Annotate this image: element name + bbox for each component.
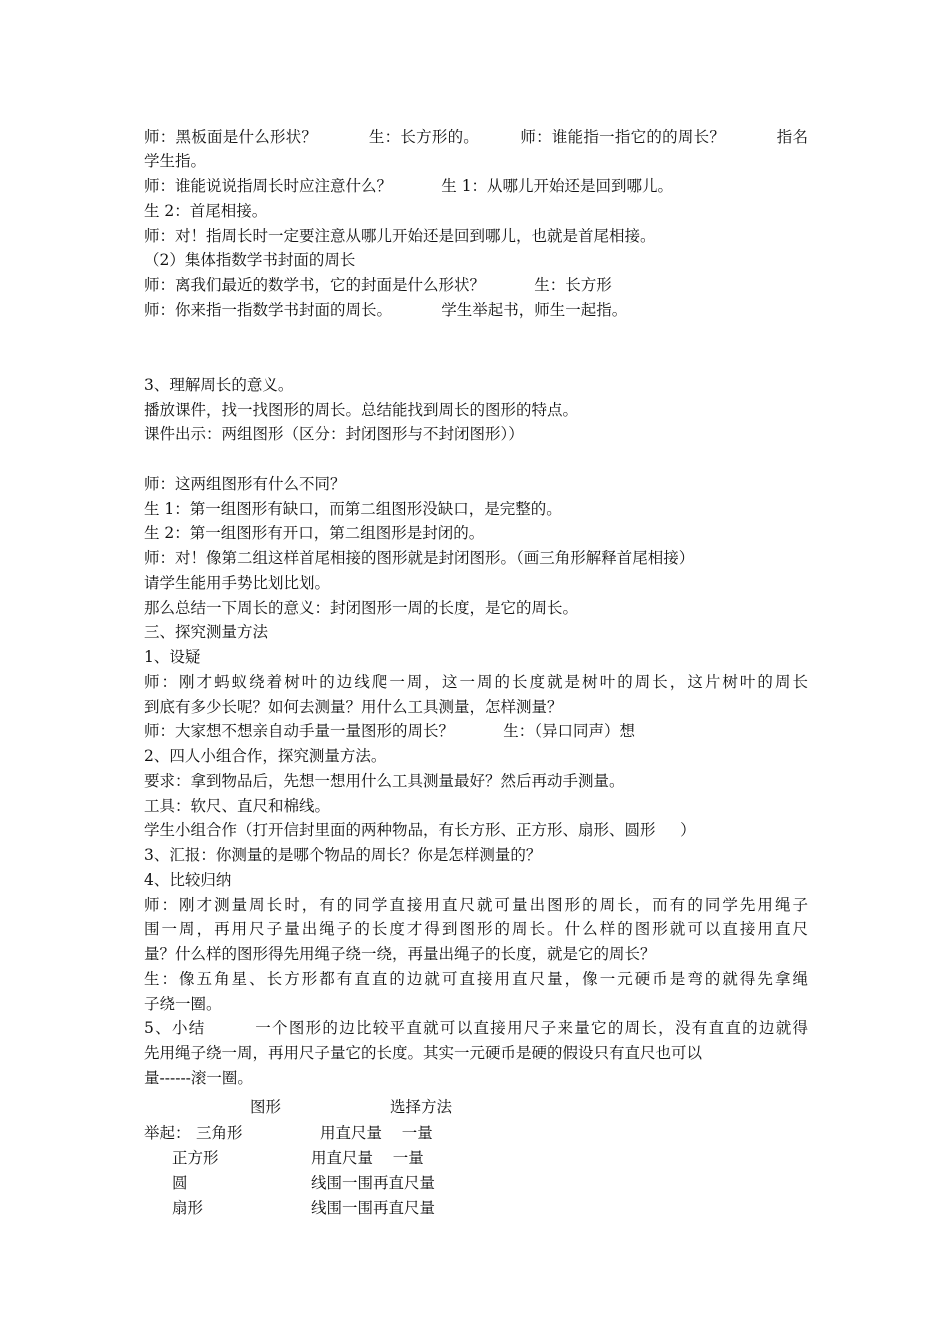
table-row-method: 线围一围再直尺量 bbox=[311, 1174, 436, 1192]
text-line: 师：对！像第二组这样首尾相接的图形就是封闭图形。（画三角形解释首尾相接） bbox=[144, 549, 695, 567]
text-line: 生 2：首尾相接。 bbox=[144, 202, 268, 220]
table-header-method: 选择方法 bbox=[390, 1098, 453, 1116]
text-line: 到底有多少长呢？如何去测量？用什么工具测量，怎样测量？ bbox=[144, 698, 563, 716]
section-heading: 三、探究测量方法 bbox=[144, 623, 269, 641]
text-line: 师：这两组图形有什么不同？ bbox=[144, 475, 346, 493]
text-line: 师：离我们最近的数学书，它的封面是什么形状？ 生：长方形 bbox=[144, 276, 612, 294]
text-line: 生 2：第一组图形有开口，第二组图形是封闭的。 bbox=[144, 524, 485, 542]
text-line: 生 1：第一组图形有缺口，而第二组图形没缺口，是完整的。 bbox=[144, 500, 562, 518]
text-line: 课件出示：两组图形（区分：封闭图形与不封闭图形）） bbox=[144, 425, 524, 443]
text-line: 师：你来指一指数学书封面的周长。 学生举起书，师生一起指。 bbox=[144, 301, 628, 319]
table-row-method: 用直尺量 一量 bbox=[320, 1124, 433, 1142]
text-line: 师：大家想不想亲自动手量一量图形的周长？ 生：（异口同声）想 bbox=[144, 722, 636, 740]
text-line: 师：对！指周长时一定要注意从哪儿开始还是回到哪儿，也就是首尾相接。 bbox=[144, 227, 656, 245]
text-line: 要求：拿到物品后，先想一想用什么工具测量最好？然后再动手测量。 bbox=[144, 772, 625, 790]
text-line: 师：谁能说说指周长时应注意什么？ 生 1：从哪儿开始还是回到哪儿。 bbox=[144, 177, 674, 195]
text-line: 播放课件，找一找图形的周长。总结能找到周长的图形的特点。 bbox=[144, 401, 579, 419]
text-line: 先用绳子绕一周，再用尺子量它的长度。其实一元硬币是硬的假设只有直尺也可以 bbox=[144, 1044, 703, 1062]
text-line: 子绕一圈。 bbox=[144, 995, 222, 1013]
text-line: 请学生能用手势比划比划。 bbox=[144, 574, 331, 592]
table-row-shape: 圆 bbox=[172, 1174, 188, 1192]
text-line: 3、汇报：你测量的是哪个物品的周长？你是怎样测量的？ bbox=[144, 846, 542, 864]
table-row-shape: 正方形 bbox=[172, 1149, 219, 1167]
table-row-shape: 扇形 bbox=[172, 1199, 204, 1217]
table-header-shape: 图形 bbox=[250, 1098, 282, 1116]
text-line: 围一周，再用尺子量出绳子的长度才得到图形的周长。什么样的图形就可以直接用直尺 bbox=[144, 920, 808, 938]
section-heading: （2）集体指数学书封面的周长 bbox=[144, 251, 356, 269]
text-line: 工具：软尺、直尺和棉线。 bbox=[144, 797, 331, 815]
text-line: 5、小结 一个图形的边比较平直就可以直接用尺子来量它的周长，没有直直的边就得 bbox=[144, 1019, 808, 1037]
section-heading: 1、设疑 bbox=[144, 648, 201, 666]
table-row-method: 线围一围再直尺量 bbox=[311, 1199, 436, 1217]
text-line: 量？什么样的图形得先用绳子绕一绕，再量出绳子的长度，就是它的周长？ bbox=[144, 945, 656, 963]
text-line: 师：刚才测量周长时，有的同学直接用直尺就可量出图形的周长，而有的同学先用绳子 bbox=[144, 896, 808, 914]
table-row-method: 用直尺量 一量 bbox=[311, 1149, 424, 1167]
text-line: 学生指。 bbox=[144, 152, 207, 170]
text-line: 师：刚才蚂蚁绕着树叶的边线爬一周，这一周的长度就是树叶的周长，这片树叶的周长 bbox=[144, 673, 808, 691]
text-line: 量------滚一圈。 bbox=[144, 1069, 253, 1087]
text-line: 生：像五角星、长方形都有直直的边就可直接用直尺量，像一元硬币是弯的就得先拿绳 bbox=[144, 970, 808, 988]
section-heading: 4、比较归纳 bbox=[144, 871, 232, 889]
section-heading: 2、四人小组合作，探究测量方法。 bbox=[144, 747, 387, 765]
text-line: 学生小组合作（打开信封里面的两种物品，有长方形、正方形、扇形、圆形 ） bbox=[144, 821, 696, 839]
text-line: 那么总结一下周长的意义：封闭图形一周的长度，是它的周长。 bbox=[144, 599, 579, 617]
section-heading: 3、理解周长的意义。 bbox=[144, 376, 294, 394]
table-lead-label: 举起： bbox=[144, 1124, 191, 1142]
text-line: 师：黑板面是什么形状？ 生：长方形的。 师：谁能指一指它的的周长？ 指名 bbox=[144, 128, 808, 146]
table-row-shape: 三角形 bbox=[196, 1124, 243, 1142]
